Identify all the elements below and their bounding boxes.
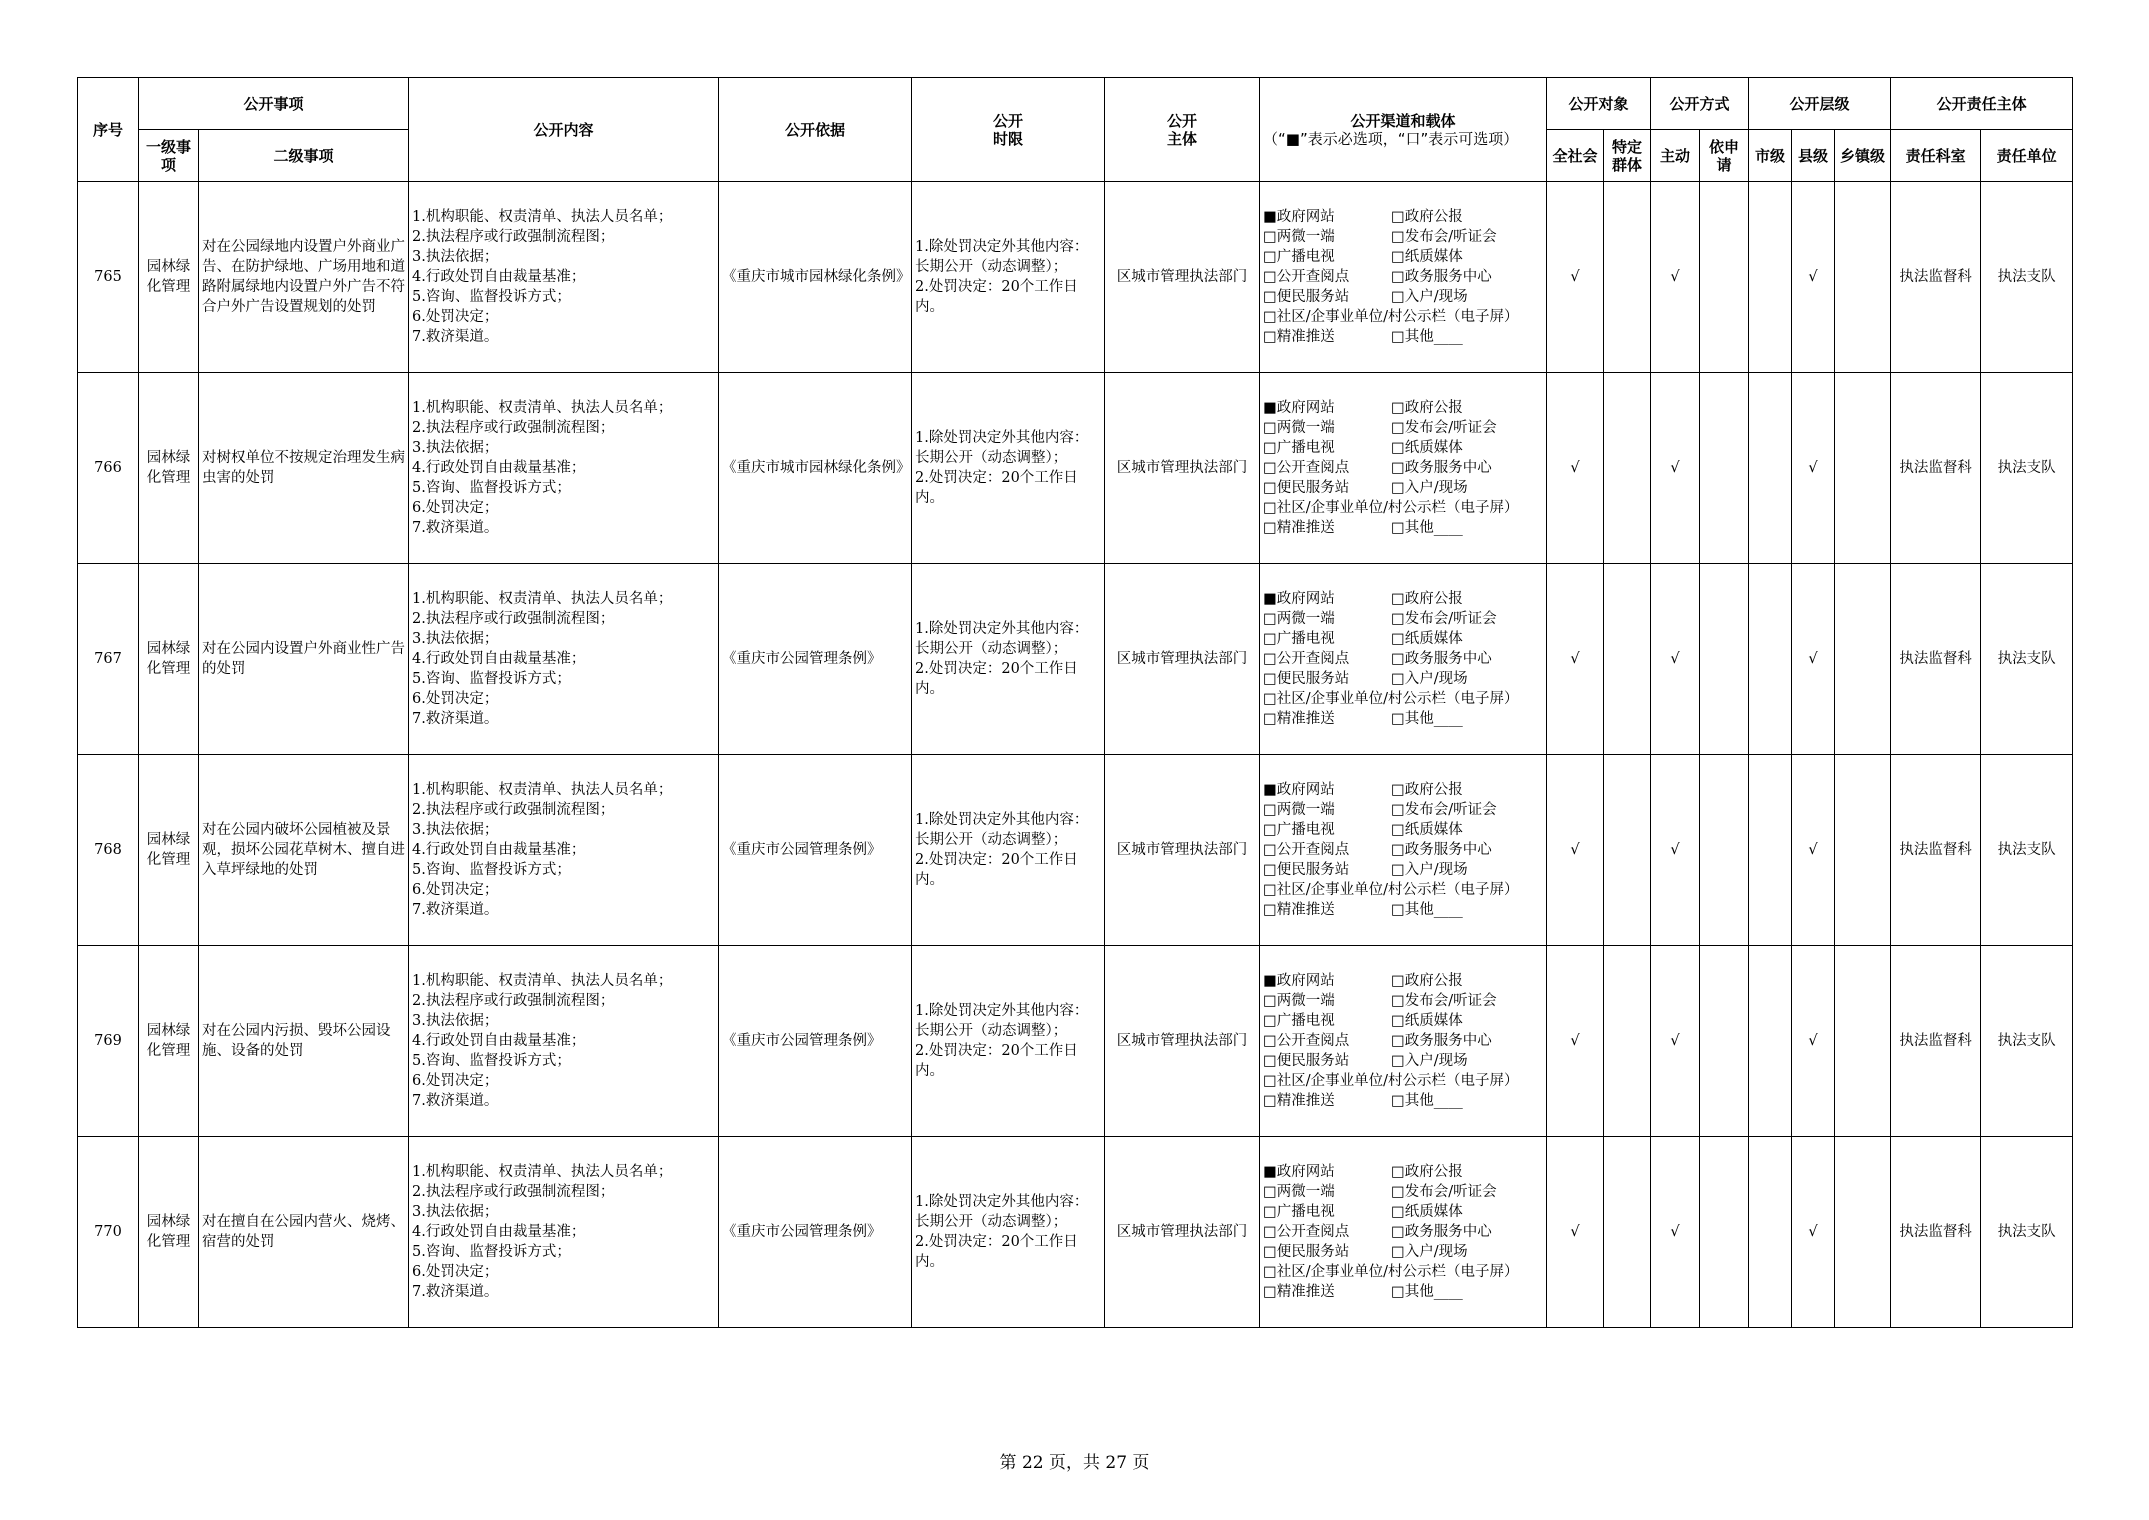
content-item: 7.救济渠道。 — [412, 329, 499, 345]
row-content — [409, 755, 719, 946]
channel-option: □精准推送 — [1263, 902, 1335, 918]
channel-option: □政府公报 — [1391, 209, 1463, 225]
row-level1: 园林绿化管理 — [139, 182, 199, 373]
row-content — [409, 1137, 719, 1328]
cell-audience-specific — [1604, 755, 1651, 946]
channel-option: ■政府网站 — [1263, 1164, 1335, 1180]
channel-option: ■政府网站 — [1263, 973, 1335, 989]
channel-option: □便民服务站 — [1263, 671, 1350, 687]
channel-option: □公开查阅点 — [1263, 842, 1350, 858]
check-level-county: √ — [1792, 946, 1835, 1137]
row-level1: 园林绿化管理 — [139, 946, 199, 1137]
header-level-town: 乡镇级 — [1835, 130, 1891, 182]
header-basis: 公开依据 — [719, 78, 912, 182]
content-item: 4.行政处罚自由裁量基准； — [412, 460, 586, 476]
header-audience-specific: 特定群体 — [1604, 130, 1651, 182]
check-method-active: √ — [1651, 564, 1700, 755]
row-level1: 园林绿化管理 — [139, 1137, 199, 1328]
channel-option: □政务服务中心 — [1391, 651, 1492, 667]
cell-level-town — [1835, 564, 1891, 755]
row-timelimit: 1.除处罚决定外其他内容：长期公开（动态调整）； 2.处罚决定：20个工作日内。 — [912, 946, 1105, 1137]
check-audience-all: √ — [1547, 564, 1604, 755]
content-item: 7.救济渠道。 — [412, 520, 499, 536]
channel-option: □发布会/听证会 — [1391, 802, 1497, 818]
channel-option: □便民服务站 — [1263, 862, 1350, 878]
content-item: 4.行政处罚自由裁量基准； — [412, 1033, 586, 1049]
table-body — [78, 182, 2073, 1328]
content-list — [412, 207, 715, 347]
header-resp-unit: 责任单位 — [1981, 130, 2073, 182]
content-item: 4.行政处罚自由裁量基准； — [412, 269, 586, 285]
header-timelimit-line2: 时限 — [993, 129, 1024, 148]
row-basis: 《重庆市城市园林绿化条例》 — [719, 182, 912, 373]
header-method-request: 依申请 — [1700, 130, 1749, 182]
header-seq: 序号 — [78, 78, 139, 182]
channel-option: □发布会/听证会 — [1391, 229, 1497, 245]
channel-option: □两微一端 — [1263, 1184, 1335, 1200]
row-level2: 对在公园内破坏公园植被及景观，损坏公园花草树木、擅自进入草坪绿地的处罚 — [199, 755, 409, 946]
check-level-county: √ — [1792, 1137, 1835, 1328]
content-item: 1.机构职能、权责清单、执法人员名单； — [412, 782, 673, 798]
channel-option: □公开查阅点 — [1263, 1224, 1350, 1240]
row-subject: 区城市管理执法部门 — [1105, 564, 1260, 755]
header-timelimit-line1: 公开 — [993, 111, 1024, 130]
channel-grid-last — [1263, 1091, 1543, 1111]
content-item: 4.行政处罚自由裁量基准； — [412, 842, 586, 858]
channel-option: □公开查阅点 — [1263, 460, 1350, 476]
cell-level-town — [1835, 1137, 1891, 1328]
row-channels — [1260, 182, 1547, 373]
channel-option: □广播电视 — [1263, 1204, 1335, 1220]
channel-option: □政务服务中心 — [1391, 1033, 1492, 1049]
table-row — [78, 1137, 2073, 1328]
row-timelimit: 1.除处罚决定外其他内容：长期公开（动态调整）； 2.处罚决定：20个工作日内。 — [912, 182, 1105, 373]
channel-option: □社区/企事业单位/村公示栏（电子屏） — [1263, 882, 1519, 898]
channel-option: □便民服务站 — [1263, 289, 1350, 305]
row-subject: 区城市管理执法部门 — [1105, 755, 1260, 946]
check-audience-all: √ — [1547, 373, 1604, 564]
content-item: 3.执法依据； — [412, 631, 499, 647]
header-matters: 公开事项 — [139, 78, 409, 130]
content-item: 2.执法程序或行政强制流程图； — [412, 1184, 615, 1200]
channel-grid-last — [1263, 518, 1543, 538]
channel-option: □社区/企事业单位/村公示栏（电子屏） — [1263, 1073, 1519, 1089]
row-channels — [1260, 1137, 1547, 1328]
row-resp-unit: 执法支队 — [1981, 564, 2073, 755]
channel-option: □入户/现场 — [1391, 480, 1468, 496]
table-row — [78, 755, 2073, 946]
page-footer: 第 22 页，共 27 页 — [999, 1453, 1150, 1473]
row-level2: 对在公园绿地内设置户外商业广告、在防护绿地、广场用地和道路附属绿地内设置户外广告不符合户外广告设置规划的处罚 — [199, 182, 409, 373]
content-list — [412, 971, 715, 1111]
row-channels — [1260, 564, 1547, 755]
content-item: 1.机构职能、权责清单、执法人员名单； — [412, 209, 673, 225]
content-item: 4.行政处罚自由裁量基准； — [412, 1224, 586, 1240]
row-level2: 对在公园内污损、毁坏公园设施、设备的处罚 — [199, 946, 409, 1137]
check-method-active: √ — [1651, 373, 1700, 564]
channel-option: □精准推送 — [1263, 520, 1335, 536]
channel-option: □政务服务中心 — [1391, 842, 1492, 858]
check-level-county: √ — [1792, 564, 1835, 755]
row-seq: 765 — [78, 182, 139, 373]
row-resp-office: 执法监督科 — [1891, 946, 1981, 1137]
row-seq: 766 — [78, 373, 139, 564]
channel-grid-last — [1263, 327, 1543, 347]
check-level-county: √ — [1792, 755, 1835, 946]
channel-option: □广播电视 — [1263, 822, 1335, 838]
row-channels — [1260, 755, 1547, 946]
row-content — [409, 373, 719, 564]
row-resp-office: 执法监督科 — [1891, 755, 1981, 946]
content-item: 5.咨询、监督投诉方式； — [412, 1053, 571, 1069]
content-item: 4.行政处罚自由裁量基准； — [412, 651, 586, 667]
row-timelimit: 1.除处罚决定外其他内容：长期公开（动态调整）； 2.处罚决定：20个工作日内。 — [912, 373, 1105, 564]
header-resp: 公开责任主体 — [1891, 78, 2073, 130]
channel-option: □两微一端 — [1263, 420, 1335, 436]
channel-option: □精准推送 — [1263, 329, 1335, 345]
channel-option: □入户/现场 — [1391, 862, 1468, 878]
channel-grid-last — [1263, 900, 1543, 920]
channel-option: □广播电视 — [1263, 1013, 1335, 1029]
row-channels — [1260, 373, 1547, 564]
channel-option: □广播电视 — [1263, 440, 1335, 456]
header-audience: 公开对象 — [1547, 78, 1651, 130]
content-list — [412, 780, 715, 920]
channel-option: □两微一端 — [1263, 611, 1335, 627]
row-seq: 769 — [78, 946, 139, 1137]
channel-grid — [1263, 1162, 1543, 1262]
cell-method-request — [1700, 1137, 1749, 1328]
channel-option: □发布会/听证会 — [1391, 1184, 1497, 1200]
channel-option: ■政府网站 — [1263, 209, 1335, 225]
cell-level-city — [1749, 755, 1792, 946]
row-content — [409, 182, 719, 373]
channel-grid — [1263, 971, 1543, 1071]
content-item: 6.处罚决定； — [412, 309, 499, 325]
channel-option: □纸质媒体 — [1391, 249, 1463, 265]
channel-option: □发布会/听证会 — [1391, 993, 1497, 1009]
check-method-active: √ — [1651, 946, 1700, 1137]
content-item: 6.处罚决定； — [412, 691, 499, 707]
row-level2: 对在公园内设置户外商业性广告的处罚 — [199, 564, 409, 755]
row-seq: 767 — [78, 564, 139, 755]
header-timelimit — [912, 78, 1105, 182]
channel-grid — [1263, 398, 1543, 498]
row-resp-office: 执法监督科 — [1891, 1137, 1981, 1328]
table-row — [78, 564, 2073, 755]
channel-option: □便民服务站 — [1263, 1244, 1350, 1260]
content-list — [412, 589, 715, 729]
cell-level-city — [1749, 182, 1792, 373]
table-row — [78, 182, 2073, 373]
check-method-active: √ — [1651, 182, 1700, 373]
channel-option: □两微一端 — [1263, 993, 1335, 1009]
row-channels — [1260, 946, 1547, 1137]
channel-option: □政府公报 — [1391, 1164, 1463, 1180]
channel-option: □其他____ — [1391, 329, 1463, 345]
cell-audience-specific — [1604, 182, 1651, 373]
channel-option: □社区/企事业单位/村公示栏（电子屏） — [1263, 500, 1519, 516]
channel-option: □其他____ — [1391, 902, 1463, 918]
channel-option: □广播电视 — [1263, 631, 1335, 647]
channel-option: □其他____ — [1391, 711, 1463, 727]
cell-level-city — [1749, 373, 1792, 564]
cell-method-request — [1700, 755, 1749, 946]
row-basis: 《重庆市公园管理条例》 — [719, 564, 912, 755]
row-seq: 770 — [78, 1137, 139, 1328]
content-item: 1.机构职能、权责清单、执法人员名单； — [412, 591, 673, 607]
check-audience-all: √ — [1547, 755, 1604, 946]
content-item: 6.处罚决定； — [412, 1264, 499, 1280]
check-audience-all: √ — [1547, 1137, 1604, 1328]
row-resp-unit: 执法支队 — [1981, 946, 2073, 1137]
cell-audience-specific — [1604, 373, 1651, 564]
check-level-county: √ — [1792, 373, 1835, 564]
content-list — [412, 1162, 715, 1302]
channel-option: □其他____ — [1391, 1284, 1463, 1300]
row-resp-office: 执法监督科 — [1891, 564, 1981, 755]
content-item: 6.处罚决定； — [412, 500, 499, 516]
row-resp-unit: 执法支队 — [1981, 373, 2073, 564]
row-basis: 《重庆市公园管理条例》 — [719, 1137, 912, 1328]
channel-option: □纸质媒体 — [1391, 1204, 1463, 1220]
row-subject: 区城市管理执法部门 — [1105, 373, 1260, 564]
content-item: 2.执法程序或行政强制流程图； — [412, 993, 615, 1009]
header-channel-note: （“■”表示必选项，“口”表示可选项） — [1263, 129, 1519, 148]
cell-method-request — [1700, 564, 1749, 755]
cell-level-town — [1835, 373, 1891, 564]
row-level2: 对树权单位不按规定治理发生病虫害的处罚 — [199, 373, 409, 564]
check-audience-all: √ — [1547, 182, 1604, 373]
check-level-county: √ — [1792, 182, 1835, 373]
disclosure-table — [77, 77, 2073, 1328]
content-item: 2.执法程序或行政强制流程图； — [412, 229, 615, 245]
channel-grid-last — [1263, 709, 1543, 729]
row-subject: 区城市管理执法部门 — [1105, 182, 1260, 373]
row-resp-office: 执法监督科 — [1891, 373, 1981, 564]
content-item: 3.执法依据； — [412, 440, 499, 456]
channel-option: □公开查阅点 — [1263, 1033, 1350, 1049]
channel-option: □其他____ — [1391, 1093, 1463, 1109]
row-level1: 园林绿化管理 — [139, 564, 199, 755]
channel-option: □政务服务中心 — [1391, 269, 1492, 285]
content-list — [412, 398, 715, 538]
channel-option: □政府公报 — [1391, 591, 1463, 607]
channel-option: □纸质媒体 — [1391, 1013, 1463, 1029]
header-channel — [1260, 78, 1547, 182]
content-item: 1.机构职能、权责清单、执法人员名单； — [412, 1164, 673, 1180]
content-item: 6.处罚决定； — [412, 882, 499, 898]
header-method: 公开方式 — [1651, 78, 1749, 130]
cell-method-request — [1700, 946, 1749, 1137]
cell-method-request — [1700, 182, 1749, 373]
content-item: 2.执法程序或行政强制流程图； — [412, 420, 615, 436]
content-item: 6.处罚决定； — [412, 1073, 499, 1089]
row-level1: 园林绿化管理 — [139, 755, 199, 946]
row-basis: 《重庆市城市园林绿化条例》 — [719, 373, 912, 564]
content-item: 2.执法程序或行政强制流程图； — [412, 802, 615, 818]
channel-grid — [1263, 207, 1543, 307]
content-item: 3.执法依据； — [412, 249, 499, 265]
channel-option: ■政府网站 — [1263, 591, 1335, 607]
channel-option: □公开查阅点 — [1263, 651, 1350, 667]
content-item: 3.执法依据； — [412, 1013, 499, 1029]
cell-audience-specific — [1604, 1137, 1651, 1328]
channel-option: □入户/现场 — [1391, 671, 1468, 687]
row-resp-unit: 执法支队 — [1981, 182, 2073, 373]
channel-option: □入户/现场 — [1391, 289, 1468, 305]
content-item: 5.咨询、监督投诉方式； — [412, 671, 571, 687]
cell-method-request — [1700, 373, 1749, 564]
row-timelimit: 1.除处罚决定外其他内容：长期公开（动态调整）； 2.处罚决定：20个工作日内。 — [912, 1137, 1105, 1328]
channel-option: □入户/现场 — [1391, 1053, 1468, 1069]
content-item: 5.咨询、监督投诉方式； — [412, 862, 571, 878]
channel-option: □便民服务站 — [1263, 1053, 1350, 1069]
header-level2: 二级事项 — [199, 130, 409, 182]
channel-option: □纸质媒体 — [1391, 631, 1463, 647]
row-resp-office: 执法监督科 — [1891, 182, 1981, 373]
row-resp-unit: 执法支队 — [1981, 1137, 2073, 1328]
channel-option: □政府公报 — [1391, 973, 1463, 989]
channel-option: □纸质媒体 — [1391, 822, 1463, 838]
channel-option: □其他____ — [1391, 520, 1463, 536]
content-item: 7.救济渠道。 — [412, 711, 499, 727]
header-method-active: 主动 — [1651, 130, 1700, 182]
channel-option: □政务服务中心 — [1391, 460, 1492, 476]
table-row — [78, 946, 2073, 1137]
row-timelimit: 1.除处罚决定外其他内容：长期公开（动态调整）； 2.处罚决定：20个工作日内。 — [912, 564, 1105, 755]
channel-grid — [1263, 589, 1543, 689]
row-basis: 《重庆市公园管理条例》 — [719, 755, 912, 946]
check-method-active: √ — [1651, 755, 1700, 946]
channel-option: □政务服务中心 — [1391, 1224, 1492, 1240]
channel-option: □纸质媒体 — [1391, 440, 1463, 456]
row-subject: 区城市管理执法部门 — [1105, 1137, 1260, 1328]
channel-option: □精准推送 — [1263, 1093, 1335, 1109]
header-subject-line1: 公开 — [1167, 111, 1198, 130]
cell-level-city — [1749, 1137, 1792, 1328]
row-subject: 区城市管理执法部门 — [1105, 946, 1260, 1137]
cell-level-town — [1835, 182, 1891, 373]
cell-level-city — [1749, 946, 1792, 1137]
channel-option: ■政府网站 — [1263, 400, 1335, 416]
header-level1: 一级事项 — [139, 130, 199, 182]
channel-grid — [1263, 780, 1543, 880]
channel-option: □便民服务站 — [1263, 480, 1350, 496]
channel-option: □入户/现场 — [1391, 1244, 1468, 1260]
row-resp-unit: 执法支队 — [1981, 755, 2073, 946]
content-item: 7.救济渠道。 — [412, 1093, 499, 1109]
row-seq: 768 — [78, 755, 139, 946]
channel-grid-last — [1263, 1282, 1543, 1302]
channel-option: □政府公报 — [1391, 400, 1463, 416]
channel-option: □社区/企事业单位/村公示栏（电子屏） — [1263, 1264, 1519, 1280]
check-audience-all: √ — [1547, 946, 1604, 1137]
channel-option: ■政府网站 — [1263, 782, 1335, 798]
row-timelimit: 1.除处罚决定外其他内容：长期公开（动态调整）； 2.处罚决定：20个工作日内。 — [912, 755, 1105, 946]
row-level1: 园林绿化管理 — [139, 373, 199, 564]
row-content — [409, 564, 719, 755]
header-channel-title: 公开渠道和载体 — [1350, 111, 1456, 130]
content-item: 5.咨询、监督投诉方式； — [412, 1244, 571, 1260]
content-item: 1.机构职能、权责清单、执法人员名单； — [412, 400, 673, 416]
content-item: 1.机构职能、权责清单、执法人员名单； — [412, 973, 673, 989]
cell-level-town — [1835, 755, 1891, 946]
header-subject — [1105, 78, 1260, 182]
header-level-county: 县级 — [1792, 130, 1835, 182]
channel-option: □社区/企事业单位/村公示栏（电子屏） — [1263, 691, 1519, 707]
channel-option: □广播电视 — [1263, 249, 1335, 265]
content-item: 3.执法依据； — [412, 1204, 499, 1220]
cell-audience-specific — [1604, 946, 1651, 1137]
cell-level-town — [1835, 946, 1891, 1137]
header-level: 公开层级 — [1749, 78, 1891, 130]
header-level-city: 市级 — [1749, 130, 1792, 182]
header-audience-all: 全社会 — [1547, 130, 1604, 182]
content-item: 2.执法程序或行政强制流程图； — [412, 611, 615, 627]
channel-option: □两微一端 — [1263, 229, 1335, 245]
row-level2: 对在擅自在公园内营火、烧烤、宿营的处罚 — [199, 1137, 409, 1328]
channel-option: □公开查阅点 — [1263, 269, 1350, 285]
row-basis: 《重庆市公园管理条例》 — [719, 946, 912, 1137]
row-content — [409, 946, 719, 1137]
content-item: 7.救济渠道。 — [412, 1284, 499, 1300]
check-method-active: √ — [1651, 1137, 1700, 1328]
header-content: 公开内容 — [409, 78, 719, 182]
cell-level-city — [1749, 564, 1792, 755]
channel-option: □发布会/听证会 — [1391, 420, 1497, 436]
cell-audience-specific — [1604, 564, 1651, 755]
content-item: 3.执法依据； — [412, 822, 499, 838]
channel-option: □社区/企事业单位/村公示栏（电子屏） — [1263, 309, 1519, 325]
channel-option: □发布会/听证会 — [1391, 611, 1497, 627]
content-item: 7.救济渠道。 — [412, 902, 499, 918]
header-subject-line2: 主体 — [1167, 129, 1198, 148]
channel-option: □两微一端 — [1263, 802, 1335, 818]
channel-option: □政府公报 — [1391, 782, 1463, 798]
header-resp-office: 责任科室 — [1891, 130, 1981, 182]
channel-option: □精准推送 — [1263, 711, 1335, 727]
content-item: 5.咨询、监督投诉方式； — [412, 289, 571, 305]
channel-option: □精准推送 — [1263, 1284, 1335, 1300]
table-row — [78, 373, 2073, 564]
content-item: 5.咨询、监督投诉方式； — [412, 480, 571, 496]
